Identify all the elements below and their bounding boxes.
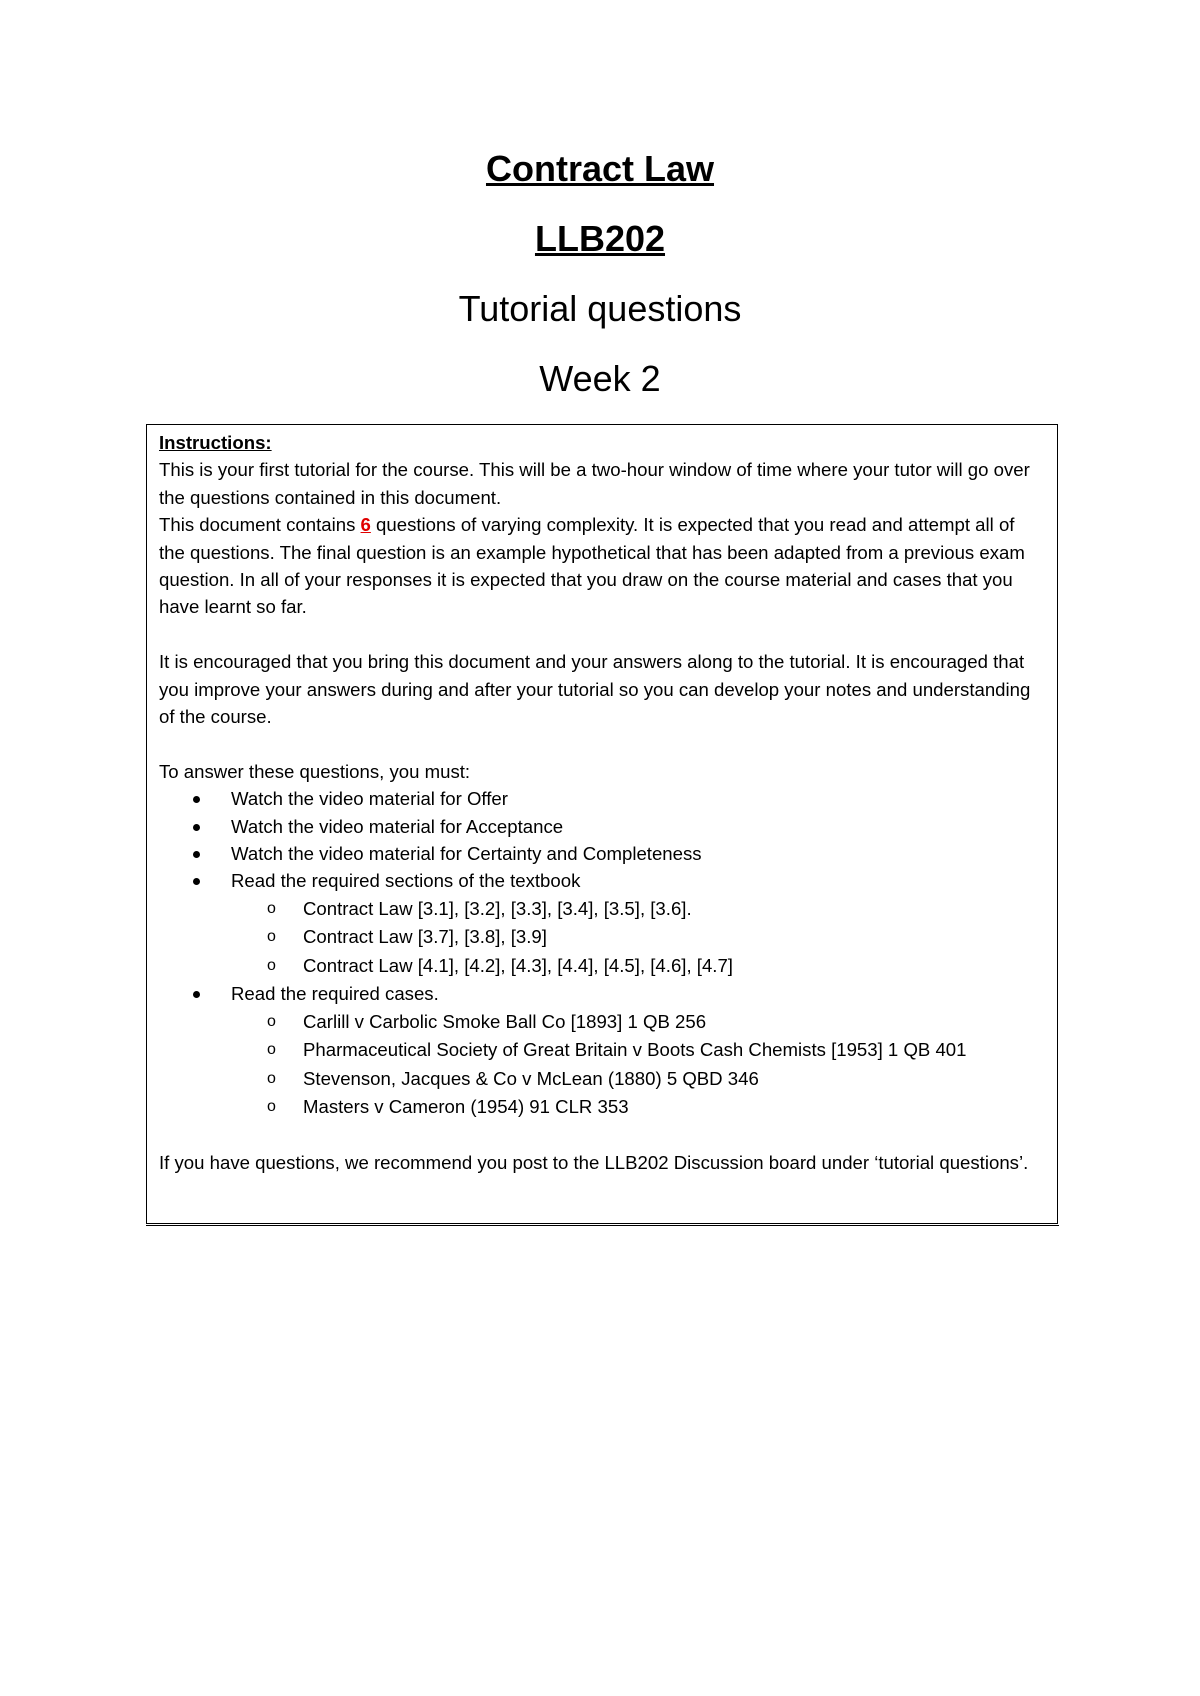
list-item	[159, 785, 1045, 812]
instructions-paragraph-intro: This is your first tutorial for the course. This will be a two-hour window of time where your tutor will go over the questions contained in this document.	[159, 459, 1030, 508]
list-item	[159, 980, 1045, 1121]
questions-text-after: questions of varying complexity. It is expected that you read and attempt all of the questions. The final question is an example hypothetical that has been adapted from a previous exam question. In all of your responses it is expected that you draw on the course material and cases that you have learnt so far.	[159, 514, 1025, 618]
question-count: 6	[360, 514, 371, 536]
bullet-icon	[193, 796, 200, 803]
case-citation: Pharmaceutical Society of Great Britain v Boots Cash Chemists [1953] 1 QB 401	[303, 1039, 967, 1061]
spacer	[159, 1122, 1045, 1149]
instructions-closing: If you have questions, we recommend you post to the LLB202 Discussion board under ‘tutorial questions’.	[159, 1152, 1029, 1174]
sub-list-item	[231, 895, 1045, 924]
sub-list-item	[231, 1036, 1045, 1065]
sub-list-item-text: Contract Law [3.1], [3.2], [3.3], [3.4], [3.5], [3.6].	[303, 897, 692, 919]
circle-bullet-icon: o	[267, 928, 276, 946]
circle-bullet-icon: o	[267, 1041, 276, 1059]
textbook-sections-list	[231, 895, 1045, 981]
circle-bullet-icon: o	[267, 1012, 276, 1030]
spacer	[159, 730, 1045, 757]
requirements-intro: To answer these questions, you must:	[159, 760, 471, 782]
sub-list-item	[231, 1093, 1045, 1122]
sub-list-item-text: Contract Law [4.1], [4.2], [4.3], [4.4], [4.5], [4.6], [4.7]	[303, 954, 733, 976]
instructions-box	[146, 424, 1058, 1224]
cases-list	[231, 1008, 1045, 1122]
instructions-paragraph-questions	[159, 511, 1045, 621]
sub-list-item-text: Contract Law [3.7], [3.8], [3.9]	[303, 926, 547, 948]
circle-bullet-icon: o	[267, 1069, 276, 1087]
bullet-icon	[193, 878, 200, 885]
bullet-icon	[193, 824, 200, 831]
instructions-heading: Instructions:	[159, 432, 272, 453]
circle-bullet-icon: o	[267, 956, 276, 974]
sub-list-item	[231, 923, 1045, 952]
circle-bullet-icon: o	[267, 1098, 276, 1116]
circle-bullet-icon: o	[267, 899, 276, 917]
course-title: Contract Law	[485, 148, 715, 189]
requirements-list	[159, 785, 1045, 1122]
course-code: LLB202	[534, 218, 666, 259]
instructions-paragraph-encouragement: It is encouraged that you bring this document and your answers along to the tutorial. It is encouraged that you improve your answers during and after your tutorial so you can develop your notes and understanding of the course.	[159, 651, 1031, 728]
week-label: Week 2	[539, 358, 661, 399]
bullet-icon	[193, 851, 200, 858]
case-citation: Stevenson, Jacques & Co v McLean (1880) 5 QBD 346	[303, 1067, 759, 1089]
list-item-text: Watch the video material for Certainty and Completeness	[231, 843, 702, 865]
list-item	[159, 840, 1045, 867]
case-citation: Masters v Cameron (1954) 91 CLR 353	[303, 1096, 629, 1118]
list-item	[159, 813, 1045, 840]
sub-list-item	[231, 1008, 1045, 1037]
list-item-text: Read the required cases.	[231, 983, 439, 1005]
list-item-text: Watch the video material for Acceptance	[231, 815, 564, 837]
sub-list-item	[231, 952, 1045, 981]
list-item-text: Read the required sections of the textbook	[231, 870, 581, 892]
case-citation: Carlill v Carbolic Smoke Ball Co [1893] 1 QB 256	[303, 1010, 707, 1032]
document-subtitle: Tutorial questions	[458, 288, 742, 329]
list-item	[159, 867, 1045, 980]
sub-list-item	[231, 1065, 1045, 1094]
spacer	[159, 621, 1045, 648]
questions-text-before: This document contains	[159, 514, 361, 536]
list-item-text: Watch the video material for Offer	[231, 788, 508, 810]
bullet-icon	[193, 991, 200, 998]
